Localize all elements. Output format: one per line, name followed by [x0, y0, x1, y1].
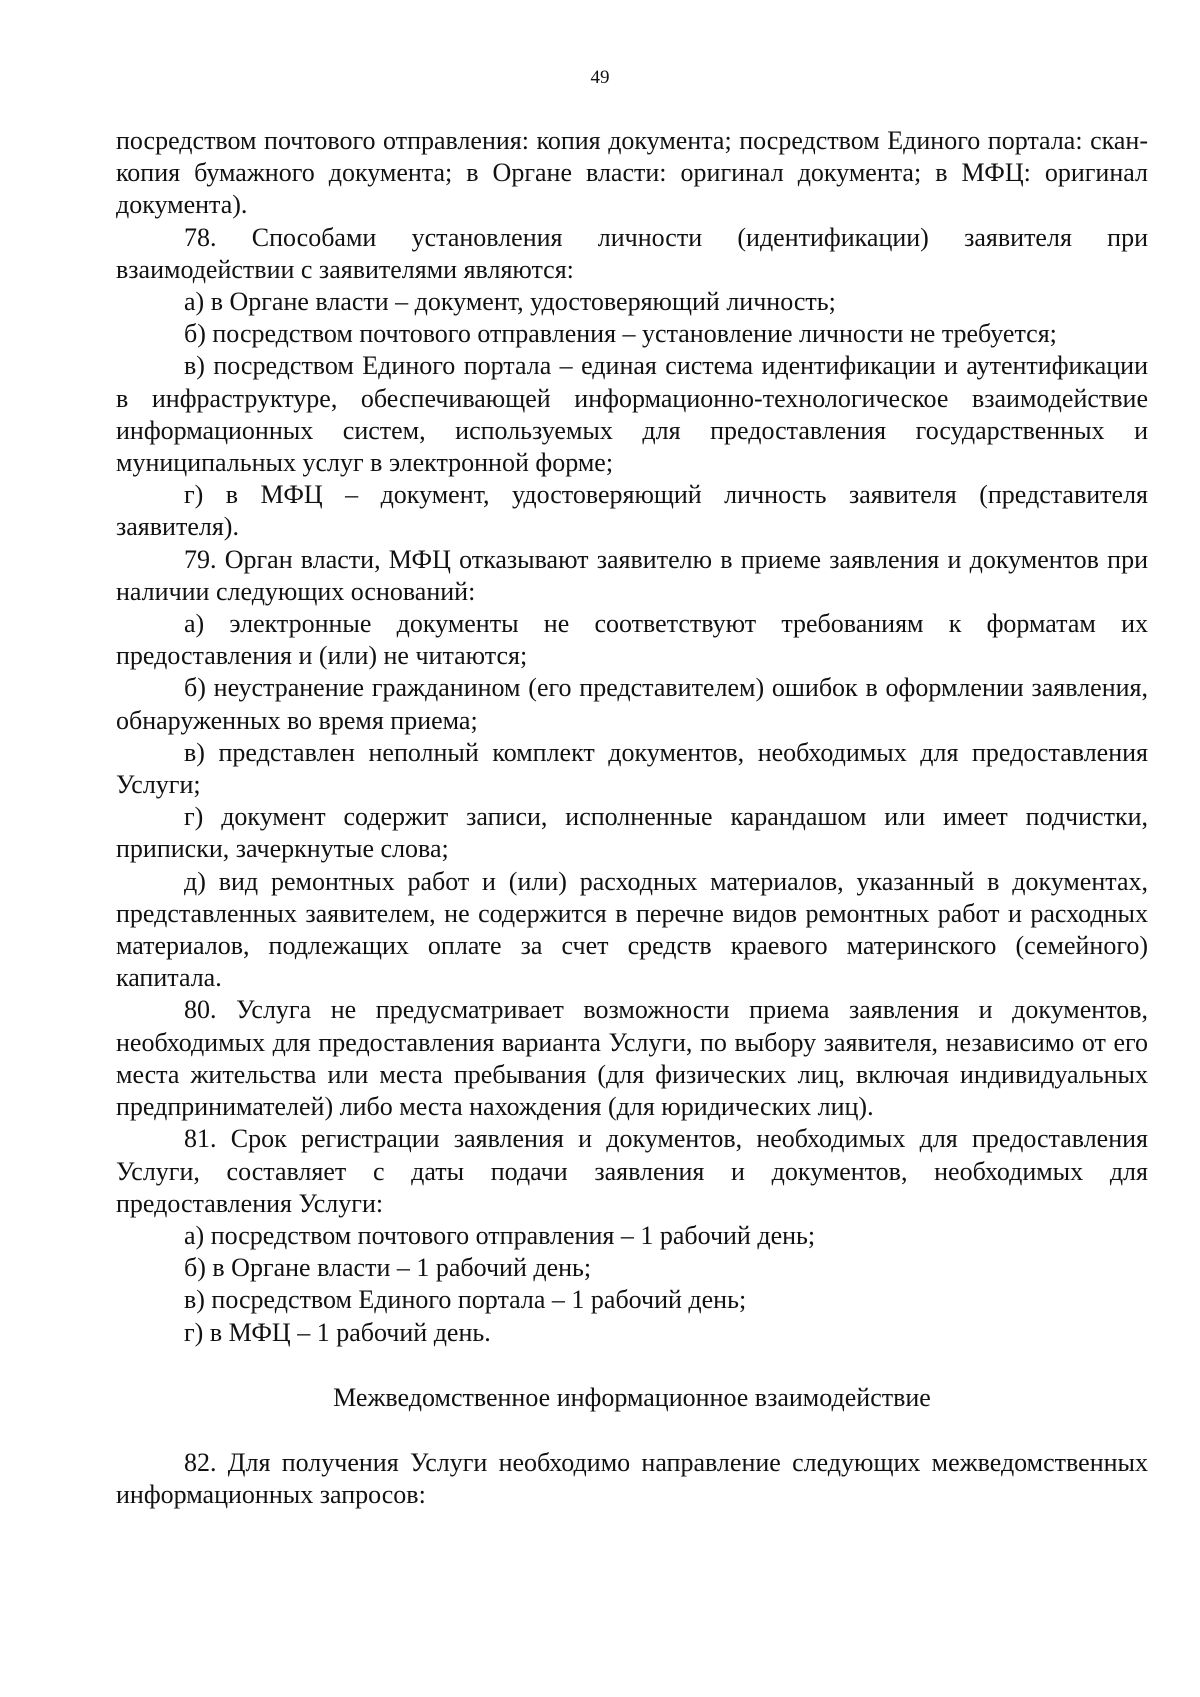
- list-item-79g: г) документ содержит записи, исполненные карандашом или имеет подчистки, приписки, зачеркнутые слова;: [116, 802, 1148, 864]
- paragraph-78: 78. Способами установления личности (идентификации) заявителя при взаимодействии с заявителями являются:: [116, 222, 1148, 284]
- section-heading: Межведомственное информационное взаимодействие: [333, 1382, 931, 1412]
- list-item-79d: д) вид ремонтных работ и (или) расходных материалов, указанный в документах, представленных заявителем, не содержится в перечне видов ремонтных работ и расходных материалов, подлежащих оплате за счет средств краевого материнского (семейного) капитала.: [116, 866, 1148, 993]
- list-item-81g: г) в МФЦ – 1 рабочий день.: [184, 1317, 491, 1347]
- list-item-79a: а) электронные документы не соответствуют требованиям к форматам их предоставления и (или) не читаются;: [116, 609, 1148, 671]
- paragraph-82: 82. Для получения Услуги необходимо направление следующих межведомственных информационных запросов:: [116, 1447, 1148, 1510]
- list-item-81b: б) в Органе власти – 1 рабочий день;: [184, 1253, 592, 1283]
- paragraph-80: 80. Услуга не предусматривает возможности приема заявления и документов, необходимых для предоставления варианта Услуги, по выбору заявителя, независимо от его места жительства или места пребывания (для физических лиц, включая индивидуальных предпринимателей) либо места нахождения (для юридических лиц).: [116, 995, 1148, 1122]
- list-item-79b: б) неустранение гражданином (его представителем) ошибок в оформлении заявления, обнаруженных во время приема;: [116, 673, 1148, 735]
- page-number: 49: [590, 67, 610, 88]
- list-item-78g: г) в МФЦ – документ, удостоверяющий личность заявителя (представителя заявителя).: [116, 480, 1148, 542]
- list-item-81a: а) посредством почтового отправления – 1 рабочий день;: [184, 1220, 816, 1250]
- paragraph-79: 79. Орган власти, МФЦ отказывают заявителю в приеме заявления и документов при наличии следующих оснований:: [116, 544, 1148, 606]
- list-item-78v: в) посредством Единого портала – единая система идентификации и аутентификации в инфраструктуре, обеспечивающей информационно-технологическое взаимодействие информационных систем, используемых для предоставления государственных и муниципальных услуг в электронной форме;: [116, 351, 1148, 478]
- list-item-81v: в) посредством Единого портала – 1 рабочий день;: [184, 1285, 747, 1315]
- list-item-78a: а) в Органе власти – документ, удостоверяющий личность;: [184, 287, 836, 317]
- list-item-79v: в) представлен неполный комплект документов, необходимых для предоставления Услуги;: [116, 737, 1148, 800]
- document-body: [116, 125, 1148, 1511]
- list-item-78b: б) посредством почтового отправления – установление личности не требуется;: [184, 319, 1057, 349]
- paragraph-continuation: посредством почтового отправления: копия документа; посредством Единого портала: скан-копия бумажного документа; в Органе власти: оригинал документа; в МФЦ: оригинал документа).: [116, 126, 1148, 220]
- paragraph-81: 81. Срок регистрации заявления и документов, необходимых для предоставления Услуги, составляет с даты подачи заявления и документов, необходимых для предоставления Услуги:: [116, 1124, 1148, 1218]
